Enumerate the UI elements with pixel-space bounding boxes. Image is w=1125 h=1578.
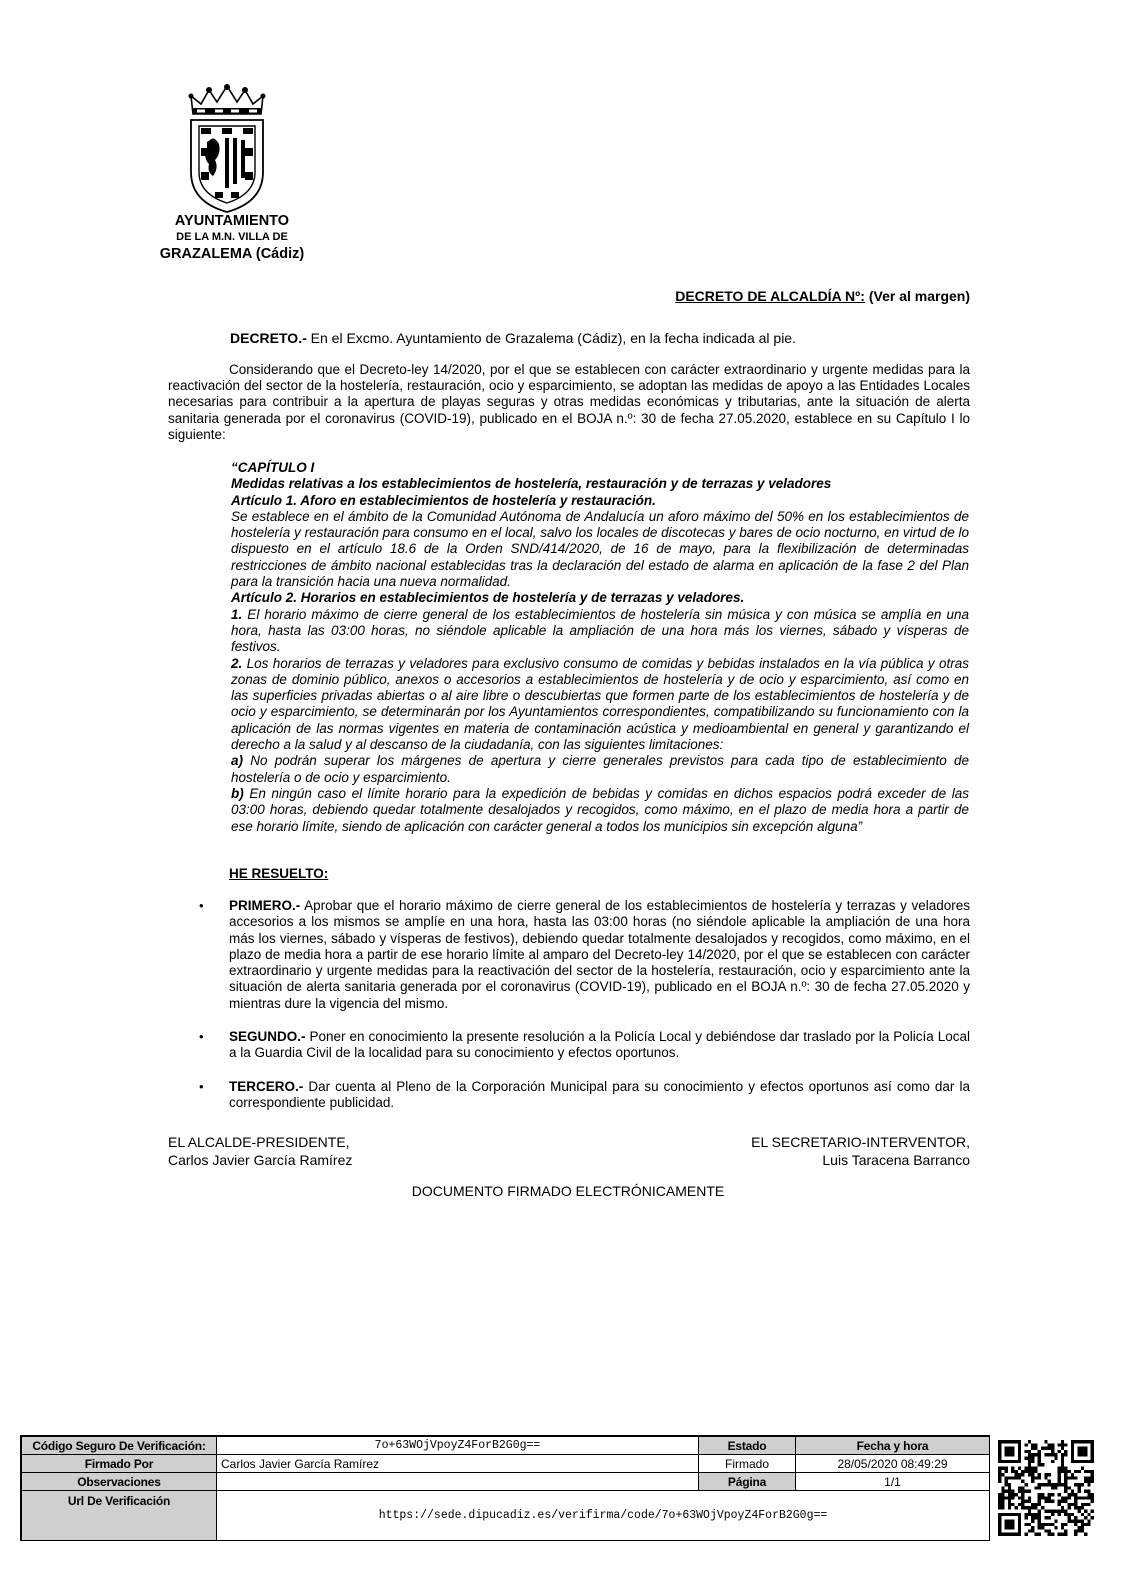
article-2-paragraph-1: 1. El horario máximo de cierre general de los establecimientos de hostelería sin música y con música se amplía en una hora, hasta las 03:00 horas, no siéndole aplicable la ampliación de una hora más los viernes, sábado y vísperas de festivos. bbox=[231, 606, 969, 655]
observaciones-value bbox=[217, 1473, 699, 1491]
url-value[interactable]: https://sede.dipucadiz.es/verifirma/code/7o+63WOjVpoyZ4ForB2G0g== bbox=[217, 1491, 990, 1541]
resolution-item-label: SEGUNDO.- bbox=[229, 1029, 306, 1045]
bullet-icon: • bbox=[199, 898, 204, 913]
decree-title-number: DECRETO DE ALCALDÍA Nº: bbox=[675, 288, 865, 304]
decree-intro-label: DECRETO.- bbox=[230, 330, 307, 346]
resolution-item-label: PRIMERO.- bbox=[229, 898, 301, 913]
decree-intro bbox=[230, 330, 970, 346]
signature-secretary-role: EL SECRETARIO-INTERVENTOR, bbox=[751, 1134, 970, 1150]
resolution-item-text: Dar cuenta al Pleno de la Corporación Municipal para su conocimiento y efectos oportunos así como dar la correspondiente publicidad. bbox=[229, 1078, 970, 1110]
institution-line-3: GRAZALEMA (Cádiz) bbox=[159, 245, 305, 262]
pagina-value: 1/1 bbox=[796, 1473, 990, 1491]
article-2-item-b: b) En ningún caso el límite horario para la expedición de bebidas y comidas en dichos espacios podrá exceder de las 03:00 horas, debiendo quedar totalmente desalojados y recogidos, como máximo, en el plazo de media hora a partir de ese horario límite, siendo de aplicación con carácter general a todos los municipios sin excepción alguna” bbox=[231, 785, 969, 834]
institution-line-2: DE LA M.N. VILLA DE bbox=[176, 231, 288, 244]
observaciones-label: Observaciones bbox=[22, 1473, 217, 1491]
decree-title bbox=[500, 288, 970, 304]
chapter-heading: “CAPÍTULO I bbox=[231, 460, 315, 475]
url-label: Url De Verificación bbox=[22, 1491, 217, 1541]
signature-mayor bbox=[168, 1133, 352, 1169]
decree-intro-text: En el Excmo. Ayuntamiento de Grazalema (Cádiz), en la fecha indicada al pie. bbox=[306, 330, 796, 346]
csv-value: 7o+63WOjVpoyZ4ForB2G0g== bbox=[217, 1437, 699, 1455]
decree-title-suffix: (Ver al margen) bbox=[864, 288, 970, 304]
coat-of-arms-icon bbox=[185, 84, 269, 214]
resolution-item-text: Poner en conocimiento la presente resolución a la Policía Local y debiéndose dar traslado por la Policía Local a la Guardia Civil de la localidad para su conocimiento y efectos oportunos. bbox=[229, 1029, 970, 1061]
fecha-value: 28/05/2020 08:49:29 bbox=[796, 1455, 990, 1473]
article-1-text: Se establece en el ámbito de la Comunidad Autónoma de Andalucía un aforo máximo del 50% en los establecimientos de hostelería y restauración para consumo en el local, salvo los locales de discotecas y bares de ocio nocturno, en virtud de lo dispuesto en el artículo 18.6 de la Orden SND/414/2020, de 16 de mayo, para la flexibilización de determinadas restricciones de ámbito nacional establecidas tras la declaración del estado de alarma en aplicación de la fase 2 del Plan para la transición hacia una nueva normalidad. bbox=[231, 508, 969, 590]
chapter-title: Medidas relativas a los establecimientos de hostelería, restauración y de terrazas y veladores bbox=[231, 476, 832, 492]
resolution-list bbox=[193, 898, 970, 1128]
resolution-item bbox=[193, 898, 970, 1012]
electronic-signature-note: DOCUMENTO FIRMADO ELECTRÓNICAMENTE bbox=[411, 1183, 725, 1199]
firmado-label: Firmado Por bbox=[22, 1455, 217, 1473]
resolution-item-text: Aprobar que el horario máximo de cierre general de los establecimientos de hostelería y terrazas y veladores accesorios a los mismos se amplíe en una hora, hasta las 03:00 horas (no siéndole aplicable la ampliación de una hora más los viernes, sábado y vísperas de festivos), debiendo quedar totalmente desalojados y recogidos, como máximo, en el plazo de media hora a partir de ese horario límite al amparo del Decreto-ley 14/2020, por el que se establecen con carácter extraordinario y urgente medidas para la reactivación del sector de la hostelería, restauración, ocio y esparcimiento ante la situación de alerta sanitaria generada por el coronavirus (COVID-19), publicado en el BOJA n.º: 30 de fecha 27.05.2020 y mientras dure la vigencia del mismo. bbox=[229, 898, 970, 1011]
quoted-chapter bbox=[231, 460, 969, 835]
verification-table bbox=[20, 1435, 990, 1541]
estado-label: Estado bbox=[699, 1437, 796, 1455]
resolution-item bbox=[193, 1079, 970, 1112]
institution-line-1: AYUNTAMIENTO bbox=[174, 213, 290, 229]
bullet-icon: • bbox=[199, 1029, 204, 1045]
institution-name bbox=[130, 213, 334, 263]
resolution-item bbox=[193, 1029, 970, 1062]
signature-mayor-role: EL ALCALDE-PRESIDENTE, bbox=[168, 1134, 350, 1150]
article-2-title: Artículo 2. Horarios en establecimientos de hostelería y de terrazas y veladores. bbox=[231, 590, 745, 606]
resolution-heading: HE RESUELTO: bbox=[229, 866, 329, 881]
estado-value: Firmado bbox=[699, 1455, 796, 1473]
considering-paragraph: Considerando que el Decreto-ley 14/2020, por el que se establecen con carácter extraordinario y urgente medidas para la reactivación del sector de la hostelería, restauración, ocio y esparcimiento, se adoptan las medidas de apoyo a las Entidades Locales necesarias para contribuir a la apertura de playas seguras y otras medidas económicas y tributarias, ante la situación de alerta sanitaria generada por el coronavirus (COVID-19), publicado en el BOJA n.º: 30 de fecha 27.05.2020, establece en su Capítulo I lo siguiente: bbox=[168, 362, 970, 442]
article-2-paragraph-2: 2. Los horarios de terrazas y veladores para exclusivo consumo de comidas y bebidas instalados en la vía pública y otras zonas de dominio público, anexos o accesorios a establecimientos de hostelería y de ocio y esparcimiento, así como en las superficies privadas abiertas o al aire libre o descubiertas que formen parte de los establecimientos de hostelería y de ocio y esparcimiento, se determinarán por los Ayuntamientos correspondientes, compatibilizando su funcionamiento con la aplicación de las normas vigentes en materia de contaminación acústica y medioambiental en general y garantizando el derecho a la salud y al descanso de la ciudadanía, con las siguientes limitaciones: bbox=[231, 655, 969, 753]
article-2-item-a: a) No podrán superar los márgenes de apertura y cierre generales previstos para cada tipo de establecimiento de hostelería o de ocio y esparcimiento. bbox=[231, 753, 969, 785]
pagina-label: Página bbox=[699, 1473, 796, 1491]
qr-code-icon bbox=[998, 1440, 1094, 1536]
resolution-item-label: TERCERO.- bbox=[229, 1078, 304, 1094]
csv-label: Código Seguro De Verificación: bbox=[22, 1437, 217, 1455]
signature-secretary bbox=[600, 1133, 970, 1169]
article-1-title: Artículo 1. Aforo en establecimientos de hostelería y restauración. bbox=[231, 492, 656, 508]
fecha-label: Fecha y hora bbox=[796, 1437, 990, 1455]
bullet-icon: • bbox=[199, 1078, 204, 1094]
signature-secretary-name: Luis Taracena Barranco bbox=[822, 1152, 970, 1168]
firmado-value: Carlos Javier García Ramírez bbox=[217, 1455, 699, 1473]
signature-mayor-name: Carlos Javier García Ramírez bbox=[168, 1152, 353, 1168]
